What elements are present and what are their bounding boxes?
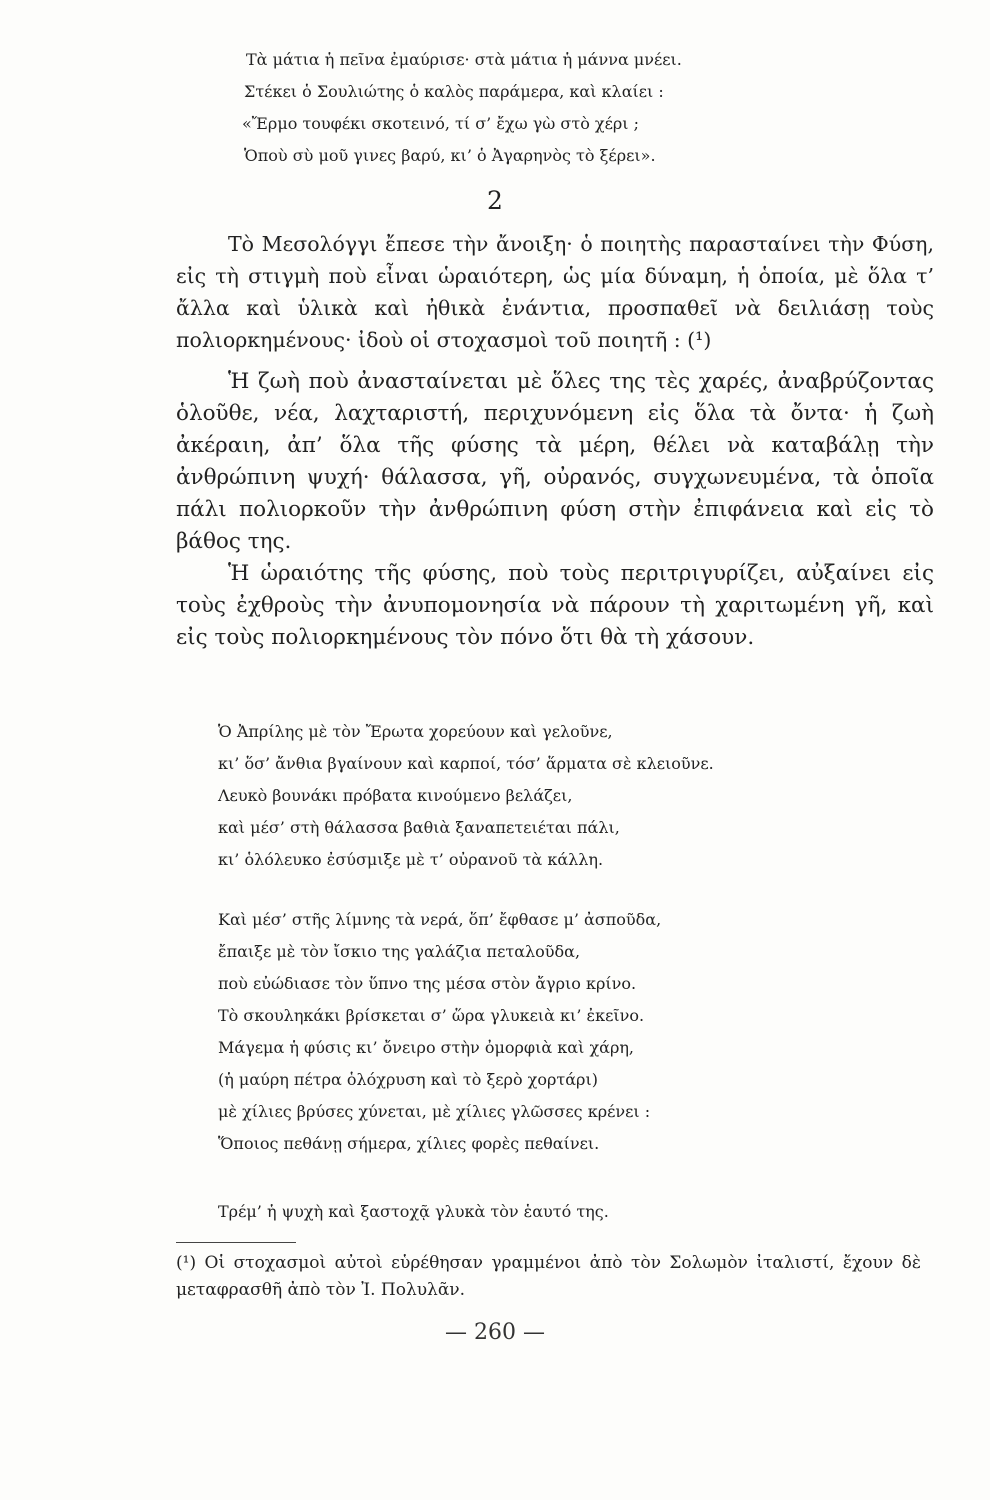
prose-section bbox=[176, 228, 934, 654]
prose-paragraph: Ἡ ζωὴ ποὺ ἀνασταίνεται μὲ ὅλες της τὲς χαρές, ἀναβρύζοντας ὁλοῦθε, νέα, λαχταριστή, περιχυνόμενη εἰς ὅλα τὰ ὄντα· ἡ ζωὴ ἀκέραιη, ἀπ’ ὅλα τῆς φύσης τὰ μέρη, θέλει νὰ καταβάλῃ τὴν ἀνθρώπινη ψυχή· θάλασσα, γῆ, οὐρανός, συγχωνευμένα, τὰ ὁποῖα πάλι πολιορκοῦν τὴν ἀνθρώπινη φύση στὴν ἐπιφάνεια καὶ εἰς τὸ βάθος της. bbox=[176, 369, 934, 554]
page-number: — 260 — bbox=[445, 1320, 545, 1345]
intro-paragraph: Τὸ Μεσολόγγι ἔπεσε τὴν ἄνοιξη· ὁ ποιητὴς παρασταίνει τὴν Φύση, εἰς τὴ στιγμὴ ποὺ εἶναι ὡραιότερη, ὡς μία δύναμη, ἡ ὁποία, μὲ ὅλα τ’ ἄλλα καὶ ὑλικὰ καὶ ἠθικὰ ἐνάντια, προσπαθεῖ νὰ δειλιάσῃ τοὺς πολιορκημένους· ἰδοὺ οἱ στοχασμοὶ τοῦ ποιητῆ : (¹) bbox=[176, 232, 934, 352]
verse-line: Ὅποιος πεθάνῃ σήμερα, χίλιες φορὲς πεθαίνει. bbox=[218, 1134, 600, 1153]
verse-line: Ὁποὺ σὺ μοῦ γινες βαρύ, κι’ ὁ Ἀγαρηνὸς τὸ ξέρει». bbox=[244, 146, 656, 165]
verse-line: Μάγεμα ἡ φύσις κι’ ὄνειρο στὴν ὀμορφιὰ καὶ χάρη, bbox=[218, 1038, 635, 1057]
verse-line: ἔπαιξε μὲ τὸν ἴσκιο της γαλάζια πεταλοῦδα, bbox=[218, 942, 581, 961]
prose-paragraph: Ἡ ὡραιότης τῆς φύσης, ποὺ τοὺς περιτριγυρίζει, αὐξαίνει εἰς τοὺς ἐχθροὺς τὴν ἀνυπομονησία νὰ πάρουν τὴ χαριτωμένη γῆ, καὶ εἰς τοὺς πολιορκημένους τὸν πόνο ὅτι θὰ τὴ χάσουν. bbox=[176, 561, 934, 650]
poem-stanza-lake bbox=[0, 904, 990, 1160]
poem-stanza-opening bbox=[0, 44, 990, 172]
verse-line: κι’ ὅσ’ ἄνθια βγαίνουν καὶ καρποί, τόσ’ ἅρματα σὲ κλειοῦνε. bbox=[218, 754, 714, 773]
poem-stanza-april bbox=[0, 716, 990, 876]
verse-line: (ἡ μαύρη πέτρα ὁλόχρυση καὶ τὸ ξερὸ χορτάρι) bbox=[218, 1070, 598, 1089]
verse-line: Λευκὸ βουνάκι πρόβατα κινούμενο βελάζει, bbox=[218, 786, 573, 805]
verse-line: Τὰ μάτια ἡ πεῖνα ἐμαύρισε· στὰ μάτια ἡ μάννα μνέει. bbox=[246, 50, 682, 69]
verse-line: Τρέμ’ ἡ ψυχὴ καὶ ξαστοχᾷ γλυκὰ τὸν ἑαυτό της. bbox=[218, 1202, 609, 1221]
verse-line: Στέκει ὁ Σουλιώτης ὁ καλὸς παράμερα, καὶ κλαίει : bbox=[244, 82, 664, 101]
verse-line: κι’ ὁλόλευκο ἐσύσμιξε μὲ τ’ οὐρανοῦ τὰ κάλλη. bbox=[218, 850, 604, 869]
footnote: (¹) Οἱ στοχασμοὶ αὐτοὶ εὑρέθησαν γραμμένοι ἀπὸ τὸν Σολωμὸν ἰταλιστί, ἔχουν δὲ μεταφρασθῆ ἀπὸ τὸν Ἰ. Πολυλᾶν. bbox=[176, 1253, 921, 1300]
poem-closing bbox=[0, 1196, 990, 1228]
verse-line: «Ἔρμο τουφέκι σκοτεινό, τί σ’ ἔχω γὼ στὸ χέρι ; bbox=[242, 114, 640, 133]
verse-line: Καὶ μέσ’ στῆς λίμνης τὰ νερά, ὅπ’ ἔφθασε μ’ ἀσποῦδα, bbox=[218, 910, 662, 929]
section-number: 2 bbox=[487, 186, 503, 215]
verse-line: Τὸ σκουληκάκι βρίσκεται σ’ ὥρα γλυκειὰ κι’ ἐκεῖνο. bbox=[218, 1006, 645, 1025]
verse-line: μὲ χίλιες βρύσες χύνεται, μὲ χίλιες γλῶσσες κρένει : bbox=[218, 1102, 651, 1121]
verse-line: Ὁ Ἀπρίλης μὲ τὸν Ἔρωτα χορεύουν καὶ γελοῦνε, bbox=[218, 722, 613, 741]
verse-line: ποὺ εὐώδιασε τὸν ὕπνο της μέσα στὸν ἄγριο κρίνο. bbox=[218, 974, 637, 993]
verse-line: καὶ μέσ’ στὴ θάλασσα βαθιὰ ξαναπετειέται πάλι, bbox=[218, 818, 620, 837]
footnote-rule bbox=[176, 1242, 296, 1243]
